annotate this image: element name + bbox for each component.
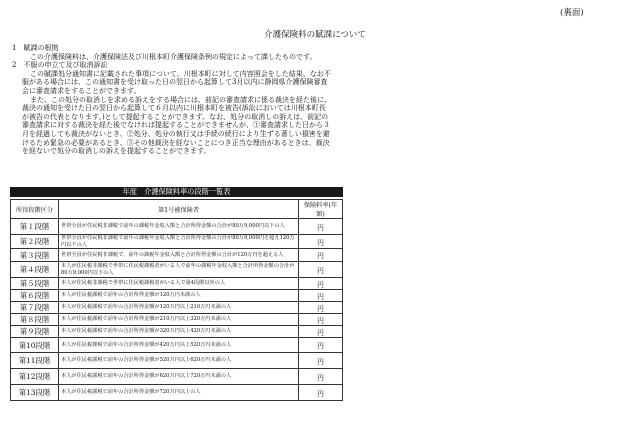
amt-cell: 円 bbox=[299, 314, 343, 326]
table-row bbox=[11, 326, 343, 338]
header-rate: 保険料率(年額) bbox=[299, 200, 343, 219]
desc-cell: 世帯全員が住民税非課税で前年の課税年金収入額と合計所得金額の合計が80万9,000円以下の人 bbox=[59, 219, 299, 235]
table-row bbox=[11, 249, 343, 262]
document-title: 介護保険料の賦課について bbox=[264, 30, 366, 40]
header-insured: 第1号被保険者 bbox=[59, 200, 299, 219]
section-heading-appeal: 2 不服の申立て及び取消訴訟 bbox=[12, 61, 108, 70]
table-row bbox=[11, 262, 343, 278]
stage-cell: 第13段階 bbox=[11, 385, 59, 401]
desc-cell: 本人が住民税非課税で世帯に住民税課税者がいる人で前年の課税年金収入額と合計所得金額の合計が80万9,000円以下の人 bbox=[59, 262, 299, 278]
stage-cell: 第12段階 bbox=[11, 369, 59, 385]
amt-cell: 円 bbox=[299, 235, 343, 249]
table-row bbox=[11, 302, 343, 314]
desc-cell: 本人が住民税課税で前年の合計所得金額が120万円未満の人 bbox=[59, 290, 299, 302]
amt-cell: 円 bbox=[299, 385, 343, 401]
desc-cell: 本人が住民税課税で前年の合計所得金額が720万円以上の人 bbox=[59, 385, 299, 401]
stage-cell: 第11段階 bbox=[11, 353, 59, 369]
appeal-paragraph-1: この賦課処分通知書に記載された事項について、川根本町に対して内容照会をした結果、なお不服がある場合には、この通知書を受け取った日の翌日から起算して3月以内に静岡県介護保険審査会に審査請求をすることができます。 bbox=[22, 69, 331, 95]
page-side-label: (裏面) bbox=[560, 8, 584, 18]
stage-cell: 第１段階 bbox=[11, 219, 59, 235]
rate-table-title: 年度 介護保険料率の段階一覧表 bbox=[10, 187, 343, 197]
stage-cell: 第８段階 bbox=[11, 314, 59, 326]
amt-cell: 円 bbox=[299, 262, 343, 278]
table-row bbox=[11, 338, 343, 353]
amt-cell: 円 bbox=[299, 326, 343, 338]
rate-table-header-row bbox=[11, 200, 343, 219]
appeal-paragraph-2: また、この処分の取消しを求める訴えをする場合には、前記の審査請求に係る裁決を経た後に、裁決の通知を受けた日の翌日から起算して６月以内に川根本町を被告(訴訟においては川根本町長が被告の代表となります。)として提起することができます。なお、処分の取消しの訴えは、前記の審査請求に対する裁決を経た後でなければ提起することができませんが、①審査請求した日から３月を経過しても裁決がないとき、②処分、処分の執行又は手続の続行により生ずる著しい損害を避けるため緊急の必要があるとき、③その他裁決を経ないことにつき正当な理由があるときは、裁決を経ないで処分の取消しの訴えを提起することができます。 bbox=[22, 95, 331, 156]
stage-cell: 第３段階 bbox=[11, 249, 59, 262]
desc-cell: 本人が住民税課税で前年の合計所得金額が210万円以上320万円未満の人 bbox=[59, 314, 299, 326]
desc-cell: 本人が住民税課税で前年の合計所得金額が420万円以上520万円未満の人 bbox=[59, 338, 299, 353]
amt-cell: 円 bbox=[299, 353, 343, 369]
amt-cell: 円 bbox=[299, 249, 343, 262]
stage-cell: 第４段階 bbox=[11, 262, 59, 278]
table-row bbox=[11, 314, 343, 326]
body-text bbox=[12, 44, 332, 156]
stage-cell: 第７段階 bbox=[11, 302, 59, 314]
table-row bbox=[11, 385, 343, 401]
stage-cell: 第２段階 bbox=[11, 235, 59, 249]
stage-cell: 第９段階 bbox=[11, 326, 59, 338]
amt-cell: 円 bbox=[299, 369, 343, 385]
table-row bbox=[11, 278, 343, 290]
stage-cell: 第６段階 bbox=[11, 290, 59, 302]
amt-cell: 円 bbox=[299, 278, 343, 290]
desc-cell: 世帯全員が住民税非課税で、前年の課税年金収入額と合計所得金額の合計が120万円を超える人 bbox=[59, 249, 299, 262]
section-heading-basis: 1 賦課の根拠 bbox=[12, 44, 59, 52]
table-row bbox=[11, 369, 343, 385]
table-row bbox=[11, 235, 343, 249]
desc-cell: 本人が住民税課税で前年の合計所得金額が520万円以上620万円未満の人 bbox=[59, 353, 299, 369]
rate-table bbox=[10, 199, 343, 401]
desc-cell: 本人が住民税課税で前年の合計所得金額が320万円以上420万円未満の人 bbox=[59, 326, 299, 338]
desc-cell: 本人が住民税課税で前年の合計所得金額が120万円以上210万円未満の人 bbox=[59, 302, 299, 314]
amt-cell: 円 bbox=[299, 290, 343, 302]
stage-cell: 第５段階 bbox=[11, 278, 59, 290]
desc-cell: 本人が住民税非課税で世帯に住民税課税者がいる人で第4段階以外の人 bbox=[59, 278, 299, 290]
desc-cell: 本人が住民税課税で前年の合計所得金額が620万円以上720万円未満の人 bbox=[59, 369, 299, 385]
table-row bbox=[11, 290, 343, 302]
table-row bbox=[11, 219, 343, 235]
basis-paragraph: この介護保険料は、介護保険法及び川根本町介護保険条例の規定によって課したものです。 bbox=[30, 52, 317, 61]
header-stage: 所得段階区分 bbox=[11, 200, 59, 219]
amt-cell: 円 bbox=[299, 302, 343, 314]
amt-cell: 円 bbox=[299, 338, 343, 353]
amt-cell: 円 bbox=[299, 219, 343, 235]
desc-cell: 世帯全員が住民税非課税で前年の課税年金収入額と合計所得金額の合計が80万9,000円を超え120万円以下の人 bbox=[59, 235, 299, 249]
table-row bbox=[11, 353, 343, 369]
stage-cell: 第10段階 bbox=[11, 338, 59, 353]
